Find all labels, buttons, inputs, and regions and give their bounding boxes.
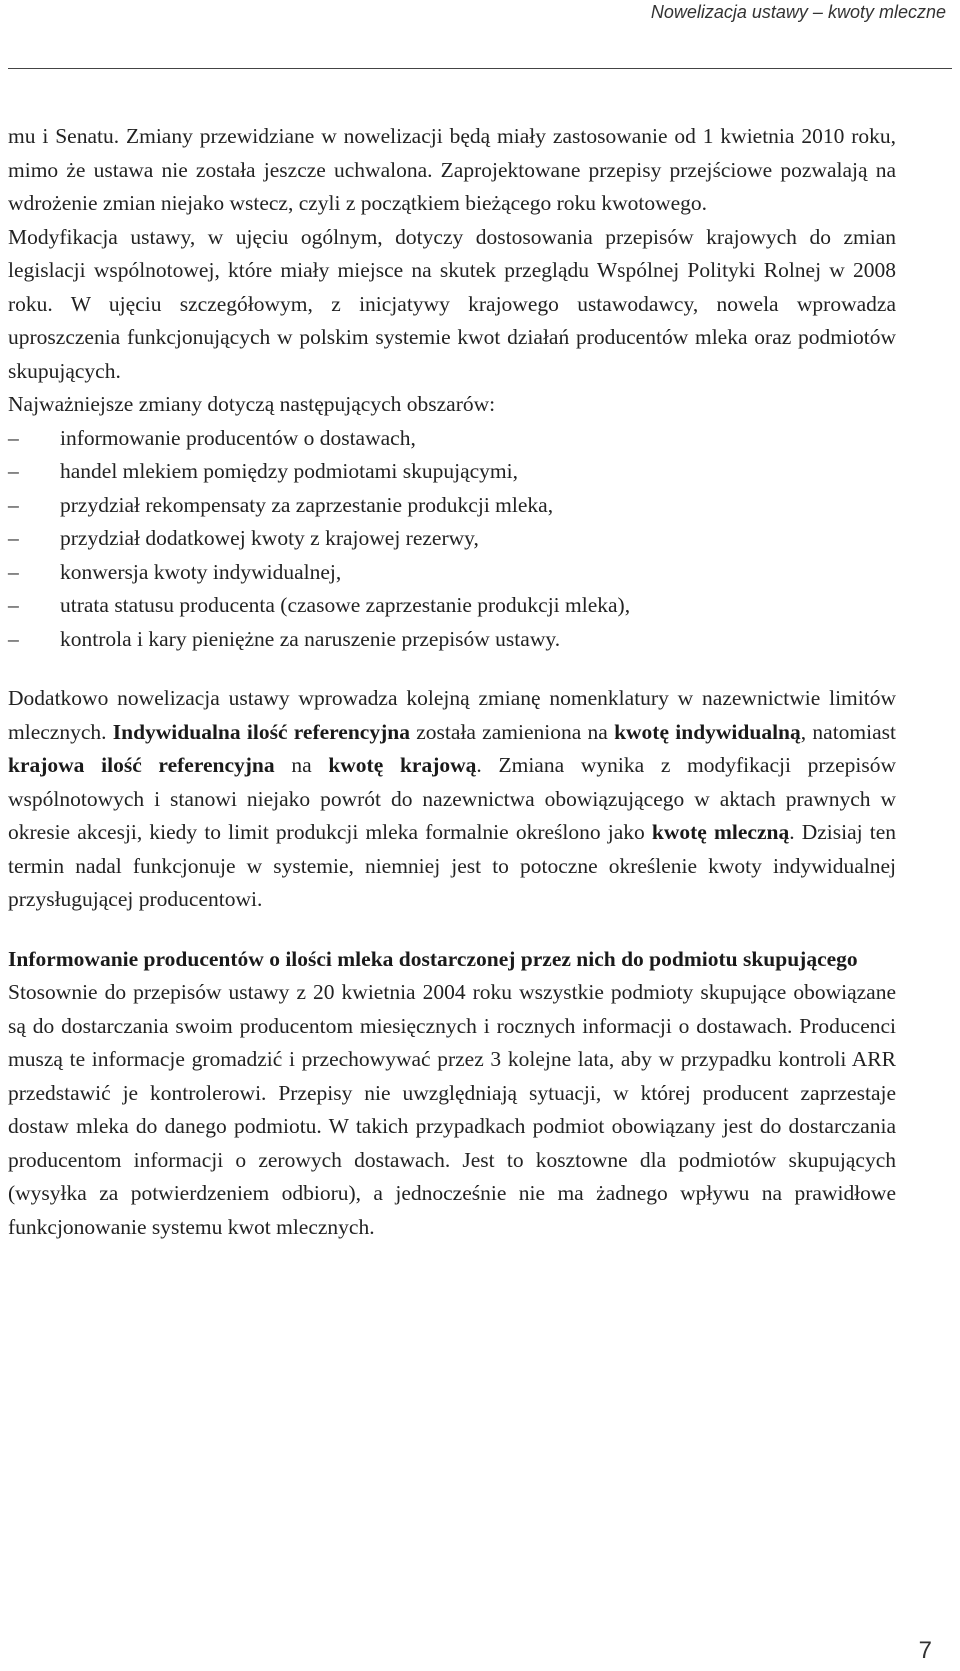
list-item-text: informowanie producentów o dostawach,	[60, 425, 416, 450]
dash-bullet: –	[8, 626, 19, 651]
dash-bullet: –	[8, 459, 19, 483]
dash-bullet: –	[8, 425, 19, 450]
bold-term-national-reference: krajowa ilość referencyjna	[8, 753, 275, 777]
running-header	[8, 0, 952, 69]
paragraph-modification: Modyfikacja ustawy, w ujęciu ogólnym, dotyczy dostosowania przepisów krajowych do zmian legislacji wspólnotowej, które miały miejsce na skutek przeglądu Wspólnej Polityki Rolnej w 2008 roku. W ujęciu szczegółowym, z inicjatywy krajowego ustawodawcy, nowela wprowadza uproszczenia funkcjonujących w polskim systemie kwot działań producentów mleka oraz podmiotów skupujących.	[8, 224, 896, 383]
dash-bullet: –	[8, 559, 19, 584]
bold-term-national-quota: kwotę krajową	[328, 753, 477, 777]
text-run: na	[274, 753, 329, 777]
bold-term-individual-quota: kwotę indywidualną	[614, 719, 801, 744]
spacer	[8, 656, 896, 682]
list-item	[8, 489, 896, 523]
text-run: Dodatkowo nowelizacja ustawy wprowadza kolejną zmianę nomenklatury w nazewnictwie limitów mlecznych.	[8, 686, 896, 744]
list-item-text: kontrola i kary pieniężne za naruszenie przepisów ustawy.	[60, 626, 561, 651]
list-item	[8, 455, 896, 489]
list-item-text: przydział rekompensaty za zaprzestanie produkcji mleka,	[60, 492, 554, 517]
dash-bullet: –	[8, 492, 19, 517]
list-item	[8, 589, 896, 623]
text-run: . Zmiana wynika z modyfikacji przepisów wspólnotowych i stanowi niejako powrót do nazewnictwa obowiązującego w aktach prawnych w okresie akcesji, kiedy to limit produkcji mleka formalnie określono jako	[8, 753, 896, 844]
paragraph-intro: mu i Senatu. Zmiany przewidziane w nowelizacji będą miały zastosowanie od 1 kwietnia 2010 roku, mimo że ustawa nie została jeszcze uchwalona. Zaprojektowane przepisy przejściowe pozwalają na wdrożenie zmian niejako wstecz, czyli z początkiem bieżącego roku kwotowego.	[8, 124, 896, 215]
list-item	[8, 522, 896, 556]
text-run: została zamieniona na	[409, 719, 615, 744]
bold-term-individual-reference: Indywidualna ilość referencyjna	[112, 719, 410, 744]
running-title: Nowelizacja ustawy – kwoty mleczne	[650, 2, 946, 22]
paragraph-nomenclature	[8, 682, 896, 917]
dash-bullet: –	[8, 526, 19, 550]
list-item-text: konwersja kwoty indywidualnej,	[60, 559, 342, 584]
page-number: 7	[918, 1637, 932, 1664]
list-item-text: utrata statusu producenta (czasowe zaprzestanie produkcji mleka),	[60, 593, 631, 617]
list-item	[8, 623, 896, 657]
paragraph-section-body: Stosownie do przepisów ustawy z 20 kwietnia 2004 roku wszystkie podmioty skupujące obowiązane są do dostarczania swoim producentom miesięcznych i rocznych informacji o dostawach. Producenci muszą te informacje gromadzić i przechowywać przez 3 kolejne lata, aby w przypadku kontroli ARR przedstawić je kontrolerowi. Przepisy nie uwzględniają sytuacji, w której producent zaprzestaje dostaw mleka do danego podmiotu. W takich przypadkach podmiot obowiązany jest do dostarczania producentom informacji o zerowych dostawach. Jest to kosztowne dla podmiotów skupujących (wysyłka za potwierdzeniem odbioru), a jednocześnie nie ma żadnego wpływu na prawidłowe funkcjonowanie systemu kwot mlecznych.	[8, 980, 896, 1239]
dash-bullet: –	[8, 593, 19, 617]
text-run: , natomiast	[800, 719, 896, 744]
list-item-text: handel mlekiem pomiędzy podmiotami skupującymi,	[60, 459, 518, 483]
list-item	[8, 422, 896, 456]
section-heading: Informowanie producentów o ilości mleka dostarczonej przez nich do podmiotu skupującego	[8, 946, 858, 971]
page-content	[8, 120, 896, 1244]
bold-term-milk-quota: kwotę mleczną	[651, 820, 790, 844]
changes-list	[8, 422, 896, 657]
spacer	[8, 917, 896, 943]
paragraph-list-intro: Najważniejsze zmiany dotyczą następujących obszarów:	[8, 392, 496, 416]
list-item	[8, 556, 896, 590]
list-item-text: przydział dodatkowej kwoty z krajowej rezerwy,	[60, 526, 479, 550]
text-run: . Dzisiaj ten termin nadal funkcjonuje w systemie, niemniej jest to potoczne określenie kwoty indywidualnej przysługującej producentowi.	[8, 820, 897, 911]
